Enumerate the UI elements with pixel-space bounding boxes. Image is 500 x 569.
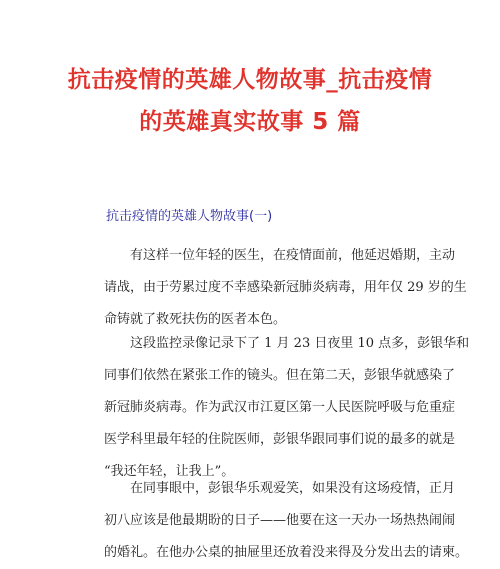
paragraph-3: [104, 473, 469, 569]
paragraph-2: [104, 328, 470, 488]
paragraph-line: 这段监控录像记录下了 1 月 23 日夜里 10 点多，彭银华和: [130, 336, 470, 351]
paragraph-line: 在同事眼中，彭银华乐观爱笑，如果没有这场疫情，正月: [130, 481, 456, 496]
paragraph-line: “我还年轻，让我上”。: [104, 464, 235, 479]
paragraph-line: 医学科里最年轻的住院医师，彭银华跟同事们说的最多的就是: [104, 432, 456, 447]
paragraph-line: 命铸就了救死扶伤的医者本色。: [104, 312, 287, 327]
paragraph-line: 有这样一位年轻的医生，在疫情面前，他延迟婚期，主动: [130, 248, 456, 263]
paragraph-line: 的婚礼。在他办公桌的抽屉里还放着没来得及分发出去的请柬。: [104, 545, 469, 560]
document-title-line-2: 的英雄真实故事 5 篇: [139, 109, 361, 135]
paragraph-line: 新冠肺炎病毒。作为武汉市江夏区第一人民医院呼吸与危重症: [104, 400, 456, 415]
section-heading: 抗击疫情的英雄人物故事(一): [106, 209, 273, 224]
paragraph-line: 同事们依然在紧张工作的镜头。但在第二天，彭银华就感染了: [104, 368, 456, 383]
paragraph-line: 请战，由于劳累过度不幸感染新冠肺炎病毒，用年仅 29 岁的生: [104, 280, 467, 295]
paragraph-line: 初八应该是他最期盼的日子——他要在这一天办一场热热闹闹: [104, 513, 456, 528]
paragraph-1: [104, 240, 467, 336]
document-title-line-1: 抗击疫情的英雄人物故事_抗击疫情: [67, 67, 433, 93]
